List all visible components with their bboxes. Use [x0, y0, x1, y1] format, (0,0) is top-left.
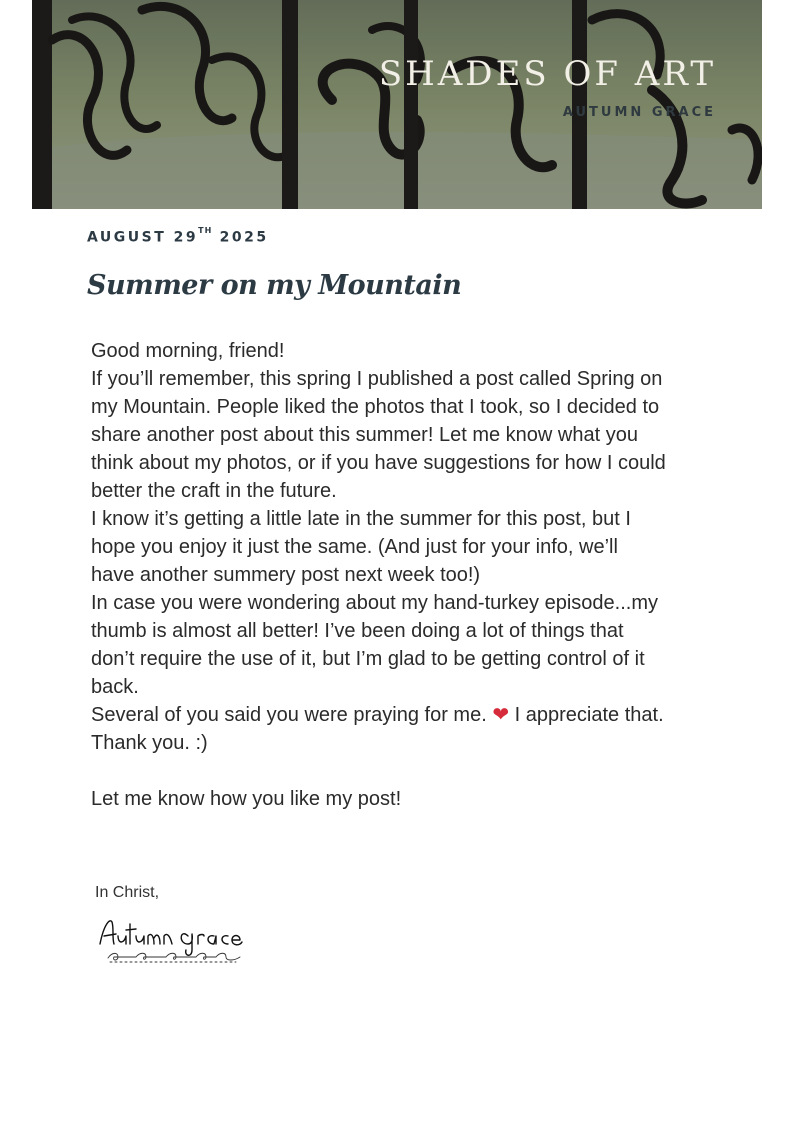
greeting: Good morning, friend!	[91, 340, 285, 362]
heart-icon: ❤	[492, 704, 510, 726]
date-suffix: TH	[198, 226, 213, 235]
post-date	[87, 226, 269, 246]
signature-image	[96, 914, 246, 966]
paragraph-4	[91, 701, 666, 757]
date-month-day: AUGUST 29	[87, 229, 199, 246]
paragraph-3: In case you were wondering about my hand-turkey episode...my thumb is almost all better! I’ve been doing a lot of things that don’t require the use of it, but I’m glad to be getting control of it back.	[91, 592, 658, 698]
paragraph-2: I know it’s getting a little late in the summer for this post, but I hope you enjoy it just the same. (And just for your info, we’ll have another summery post next week too!)	[91, 508, 631, 586]
banner-subtitle: AUTUMN GRACE	[562, 105, 716, 120]
banner-title: SHADES OF ART	[378, 54, 716, 94]
header-banner	[32, 0, 762, 209]
paragraph-5: Let me know how you like my post!	[91, 788, 402, 810]
paragraph-4-text-end: I appreciate that. Thank you. :)	[91, 704, 664, 754]
paragraph-4-text-start: Several of you said you were praying for me.	[91, 704, 493, 726]
post-body	[91, 337, 666, 813]
paragraph-1: If you’ll remember, this spring I published a post called Spring on my Mountain. People liked the photos that I took, so I decided to share another post about this summer! Let me know what you think about my photos, or if you have suggestions for how I could better the craft in the future.	[91, 368, 666, 502]
post-title: Summer on my Mountain	[87, 270, 462, 301]
closing-salutation: In Christ,	[95, 884, 160, 901]
date-year: 2025	[219, 229, 269, 246]
